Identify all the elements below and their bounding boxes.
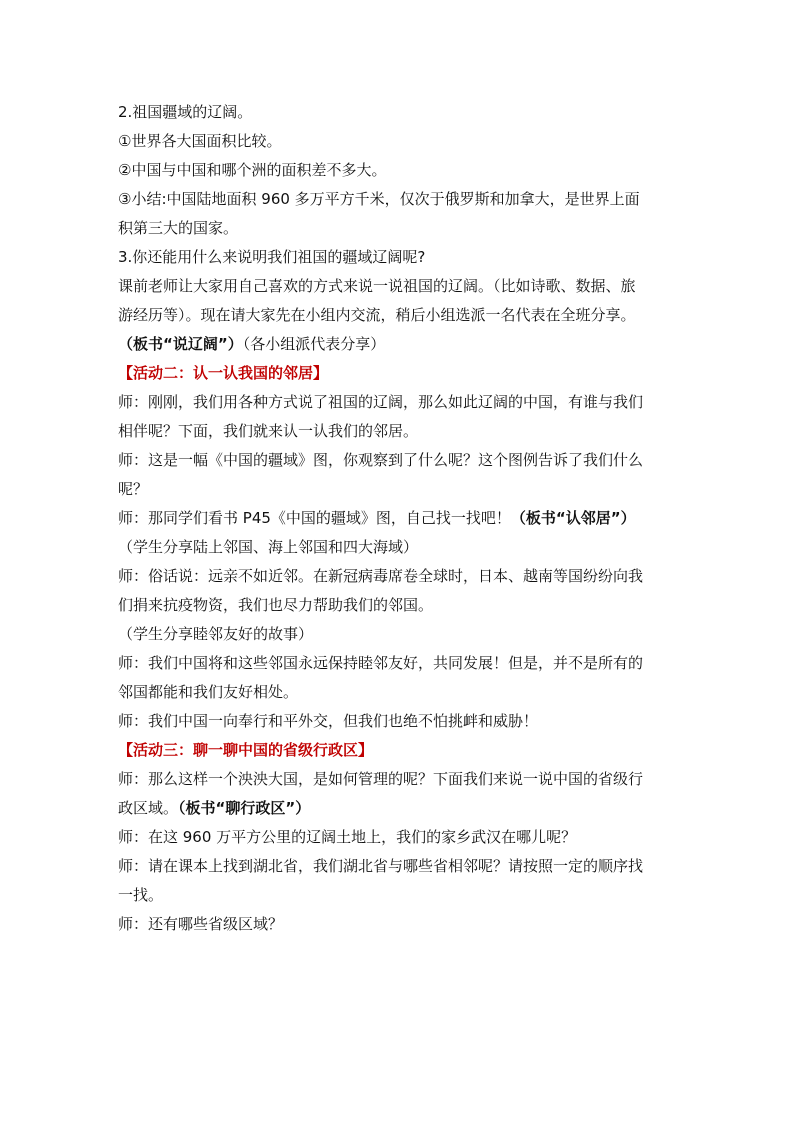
text-line: （学生分享睦邻友好的故事）	[118, 625, 314, 643]
text-line: 师：在这 960 万平方公里的辽阔土地上，我们的家乡武汉在哪儿呢？	[118, 828, 577, 846]
board-note: （板书“聊行政区”）	[178, 799, 311, 817]
mixed-line	[118, 794, 680, 823]
text-line: 师：我们中国一向奉行和平外交，但我们也绝不怕挑衅和威胁！	[118, 712, 539, 730]
text-line: 一找。	[118, 886, 164, 904]
text-span: 政区域。	[118, 799, 179, 817]
text-span: （各小组派代表分享）	[242, 335, 386, 353]
text-line: ①世界各大国面积比较。	[118, 132, 282, 150]
text-line: 师：那么这样一个泱泱大国，是如何管理的呢？下面我们来说一说中国的省级行	[118, 770, 644, 788]
mixed-line	[118, 330, 680, 359]
text-line: 积第三大的国家。	[118, 219, 239, 237]
text-line: ②中国与中国和哪个洲的面积差不多大。	[118, 161, 387, 179]
text-line: 3.你还能用什么来说明我们祖国的疆域辽阔呢?	[118, 248, 426, 266]
text-line: 师：俗话说：远亲不如近邻。在新冠病毒席卷全球时，日本、越南等国纷纷向我	[118, 567, 644, 585]
text-line: 师：请在课本上找到湖北省，我们湖北省与哪些省相邻呢？请按照一定的顺序找	[118, 857, 644, 875]
text-line: 课前老师让大家用自己喜欢的方式来说一说祖国的辽阔。（比如诗歌、数据、旅	[118, 277, 636, 295]
text-line: 师：还有哪些省级区域？	[118, 915, 284, 933]
text-line: 游经历等）。现在请大家先在小组内交流，稍后小组选派一名代表在全班分享。	[118, 306, 636, 324]
text-line: （学生分享陆上邻国、海上邻国和四大海域）	[118, 538, 419, 556]
text-line: 们捐来抗疫物资，我们也尽力帮助我们的邻国。	[118, 596, 434, 614]
activity-heading: 【活动三：聊一聊中国的省级行政区】	[118, 741, 374, 759]
text-line: 师：我们中国将和这些邻国永远保持睦邻友好，共同发展！但是，并不是所有的	[118, 654, 644, 672]
activity-heading: 【活动二：认一认我国的邻居】	[118, 364, 329, 382]
text-line: 呢？	[118, 480, 149, 498]
mixed-line	[118, 504, 680, 533]
text-line: ③小结:中国陆地面积 960 多万平方千米，仅次于俄罗斯和加拿大，是世界上面	[118, 190, 640, 208]
text-line: 师：这是一幅《中国的疆域》图，你观察到了什么呢？这个图例告诉了我们什么	[118, 451, 644, 469]
document-page	[118, 98, 680, 939]
text-line: 邻国都能和我们友好相处。	[118, 683, 299, 701]
text-line: 相伴呢？下面，我们就来认一认我们的邻居。	[118, 422, 419, 440]
text-line: 2.祖国疆域的辽阔。	[118, 103, 253, 121]
board-note: （板书“认邻居”）	[510, 509, 636, 527]
text-span: 师：那同学们看书 P45《中国的疆域》图，自己找一找吧！	[118, 509, 511, 527]
text-line: 师：刚刚，我们用各种方式说了祖国的辽阔，那么如此辽阔的中国，有谁与我们	[118, 393, 644, 411]
board-note: （板书“说辽阔”）	[118, 335, 243, 353]
